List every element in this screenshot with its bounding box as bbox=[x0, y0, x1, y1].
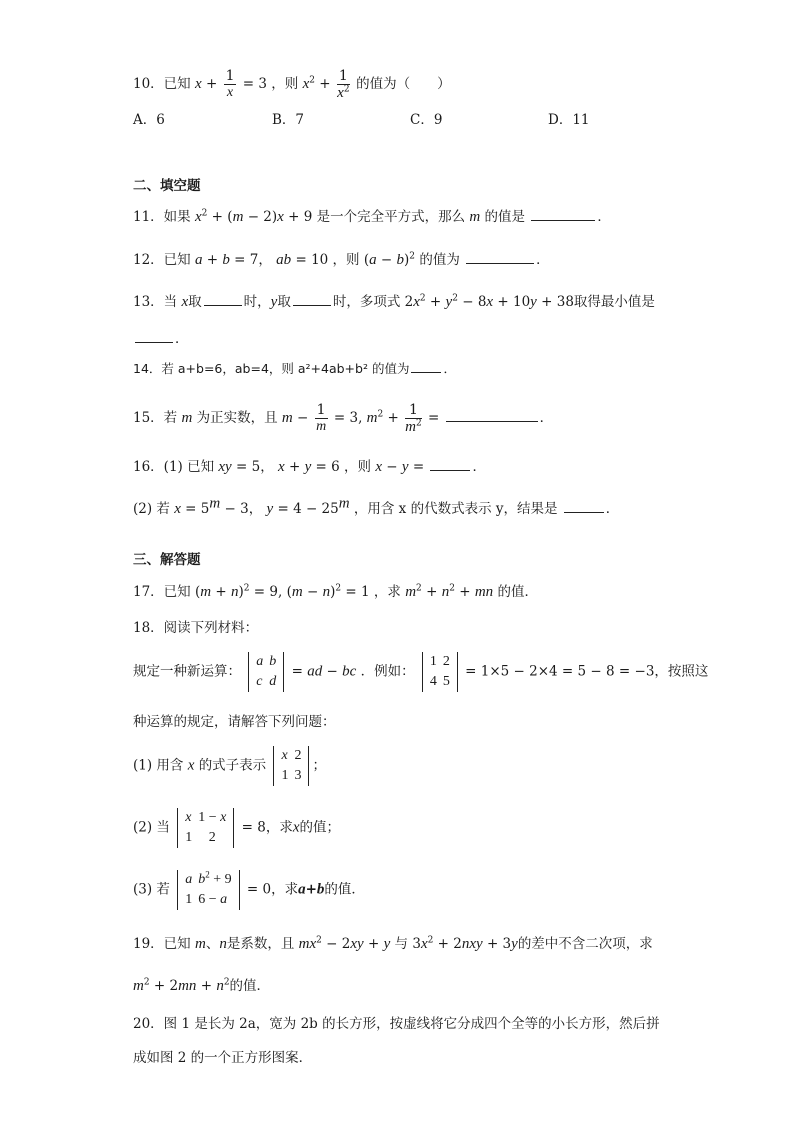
question-18-title: 18．阅读下列材料： bbox=[133, 620, 259, 636]
option-a[interactable]: A．6 bbox=[133, 112, 165, 128]
question-20-line2: 成如图 2 的一个正方形图案． bbox=[133, 1050, 313, 1066]
option-b[interactable]: B．7 bbox=[272, 112, 305, 128]
section-title-fill-in: 二、填空题 bbox=[133, 178, 201, 194]
determinant-x213: x 2 1 3 bbox=[273, 746, 309, 786]
determinant-part2: x 1 − x 1 2 bbox=[177, 808, 234, 848]
determinant-abcd: a b c d bbox=[248, 652, 284, 692]
question-13: 13．当 x取 时，y取 时，多项式 $2x^2 + y^2 - 8x + 10y + 38$取得最小值是 bbox=[133, 291, 655, 312]
fraction-1-over-x: $\frac{1}{x}$ bbox=[225, 68, 235, 100]
answer-blank-11[interactable] bbox=[531, 206, 595, 221]
fraction-1-over-m: $\frac{1}{m}$ bbox=[316, 402, 327, 434]
question-12: 12．已知 a + b = 7， ab = 10 ，则 $(a - b)^2$ 的值为 ． bbox=[133, 249, 550, 270]
section-title-solutions: 三、解答题 bbox=[133, 552, 201, 568]
question-16-part1: 16．(1) 已知 xy = 5， x + y = 6 ，则 x − y = ． bbox=[133, 456, 486, 477]
option-d[interactable]: D．11 bbox=[548, 112, 590, 128]
question-16-part2: (2) 若 $x = 5^m - 3$， $y = 4 - 25^m$ ，用含 x 的代数式表示 y，结果是 ． bbox=[133, 495, 620, 517]
answer-blank-16-1[interactable] bbox=[430, 456, 470, 471]
answer-blank-15[interactable] bbox=[446, 407, 538, 422]
question-18-part1: (1) 用含 x 的式子表示 x 2 1 3 ； bbox=[133, 746, 326, 786]
question-13-continued: ． bbox=[133, 328, 189, 349]
question-19: 19．已知 m、n是系数，且 $mx^2 - 2xy + y$ 与 $3x^2 + 2nxy + 3y$的差中不含二次项，求 bbox=[133, 935, 653, 952]
question-18-part3: (3) 若 a $b^2 + 9$ 1 6 − a = 0，求a+b的值． bbox=[133, 870, 365, 910]
answer-blank-13-min[interactable] bbox=[135, 328, 173, 343]
question-10: 10．已知 x + $\frac{1}{x}$ = 3 ，则 $x^2$ + $\frac{1}{x^2}$ 的值为（ ） bbox=[133, 68, 451, 101]
question-19-line2: $m^2 + 2mn + n^2$的值． bbox=[133, 977, 271, 994]
option-c[interactable]: C．9 bbox=[410, 112, 443, 128]
question-14: 14．若 a+b=6，ab=4，则 a²+4ab+b² 的值为 ． bbox=[133, 358, 456, 379]
determinant-example: 1 2 4 5 bbox=[422, 652, 458, 692]
question-11: 11．如果 $x^2 + (m - 2)x + 9$ 是一个完全平方式，那么 m 的值是 ． bbox=[133, 206, 611, 227]
answer-blank-13-x[interactable] bbox=[204, 291, 242, 306]
fraction-1-over-x2: $\frac{1}{x^2}$ bbox=[337, 68, 350, 101]
answer-blank-14[interactable] bbox=[411, 358, 441, 373]
question-17: 17．已知 $(m + n)^2 = 9$, $(m - n)^2 = 1$ ，求 $m^2 + n^2$ + mn 的值． bbox=[133, 583, 538, 600]
question-15: 15．若 m 为正实数，且 m − $\frac{1}{m}$ = 3, $m^2$ + $\frac{1}{m^2}$ = ． bbox=[133, 402, 554, 435]
fraction-1-over-m2: $\frac{1}{m^2}$ bbox=[405, 402, 422, 435]
question-18-line2: 种运算的规定，请解答下列问题： bbox=[133, 714, 336, 730]
determinant-part3: a $b^2 + 9$ 1 6 − a bbox=[177, 870, 239, 910]
question-20-line1: 20．图 1 是长为 2a，宽为 2b 的长方形，按虚线将它分成四个全等的小长方形，然后拼 bbox=[133, 1016, 660, 1032]
question-18-part2: (2) 当 x 1 − x 1 2 = 8，求x的值； bbox=[133, 808, 340, 848]
answer-blank-12[interactable] bbox=[466, 249, 534, 264]
question-18-definition: 规定一种新运算： a b c d = ad − bc ．例如： 1 2 4 5 = 1×5 − 2×4 = 5 − 8 = −3，按照这 bbox=[133, 652, 708, 692]
answer-blank-13-y[interactable] bbox=[293, 291, 331, 306]
answer-blank-16-2[interactable] bbox=[564, 498, 604, 513]
